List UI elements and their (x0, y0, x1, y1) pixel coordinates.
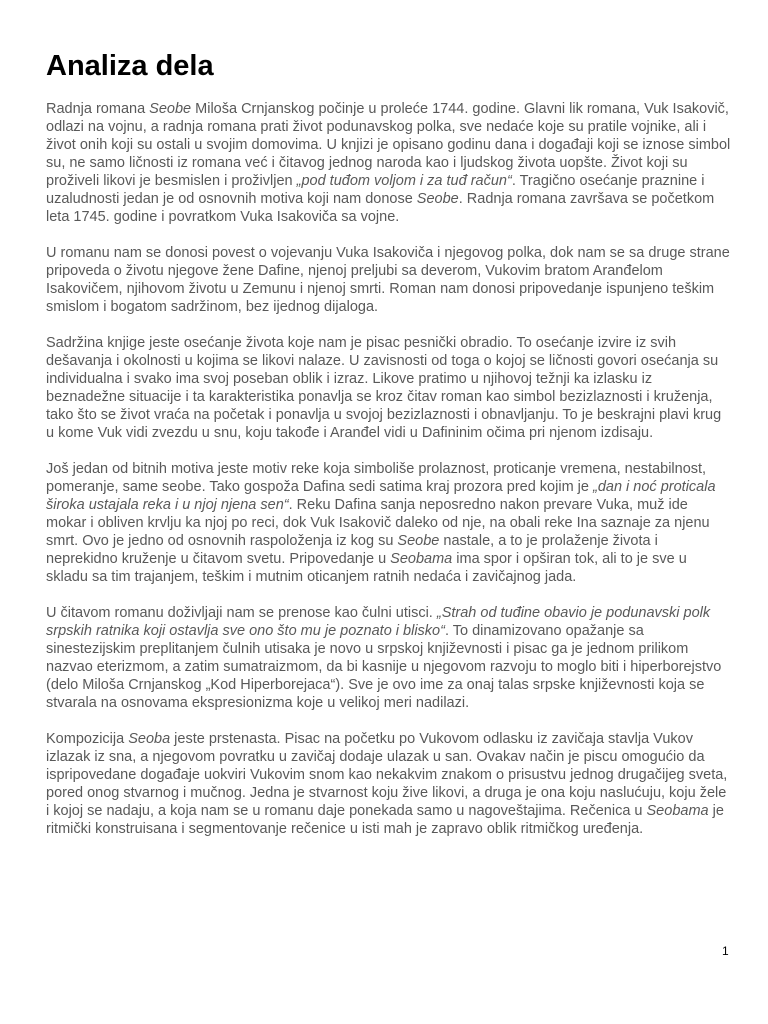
text-run: . Radnja romana završava se početkom leta 1745. godine i povratkom Vuka Isakoviča sa vojne. (46, 191, 715, 225)
paragraph (46, 244, 732, 316)
italic-text-run: „dan i noć proticala široka ustajala reka i u njoj njena sen“ (46, 479, 716, 513)
paragraph (46, 334, 732, 442)
text-run: Kompozicija (46, 731, 129, 747)
text-run: . To dinamizovano opažanje sa sinestezijskim preplitanjem čulnih utisaka je novo u srpskoj književnosti i pisac ga je jednom prilikom nazvao eterizmom, a zatim sumatraizmom, da bi kasnije u njegovom razvoju to moglo biti i hiperborejstvo (delo Miloša Crnjanskog „Kod Hiperborejaca“). Sve je ovo ime za onaj talas srpske književnosti koja se stvarala na osnovama ekspresionizma koje u velikoj meri nadilazi. (46, 623, 722, 711)
italic-text-run: Seobe (397, 533, 440, 549)
paragraph (46, 604, 732, 712)
text-run: U romanu nam se donosi povest o vojevanju Vuka Isakoviča i njegovog polka, dok nam se sa druge strane pripoveda o životu njegove žene Dafine, njenoj preljubi sa deverom, Vukovim bratom Aranđelom Isakovičem, njihovom životu u Zemunu i njenoj smrti. Roman nam donosi pripovedanje ispunjeno teškim smislom i bogatom sadržinom, bez ijednog dijaloga. (46, 245, 730, 315)
text-run: Radnja romana (46, 101, 150, 117)
text-run: je ritmički konstruisana i segmentovanje rečenice u isti mah je zapravo oblik ritmičkog uređenja. (46, 803, 724, 837)
body-text (46, 100, 732, 838)
text-run: Sadržina knjige jeste osećanje života koje nam je pisac pesnički obradio. To osećanje izvire iz svih dešavanja i okolnosti u kojima se likovi nalaze. U zavisnosti od toga o kojoj se ličnosti govori osećanja su individualna i svako ima svoj poseban oblik i izraz. Likove pratimo u njihovoj težnji ka izlasku iz beznadežne situacije i ta karakteristika ponavlja se kroz čitav roman kao simbol bezizlaznosti i kruženja, tako što se život vraća na početak i ponavlja u svojoj bezizlaznosti i obnavljanju. To je beskrajni plavi krug u kome Vuk vidi zvezdu u snu, koju takođe i Aranđel vidi u Dafininim očima pri njenom izdisaju. (46, 335, 722, 441)
text-run: nastale, a to je prolaženje života i neprekidno kruženje u čitavom svetu. Pripovedanje u (46, 533, 658, 567)
italic-text-run: Seobama (646, 803, 709, 819)
text-run: . Tragično osećanje praznine i uzaludnosti jedan je od osnovnih motiva koji nam donose (46, 173, 705, 207)
italic-text-run: „Strah od tuđine obavio je podunavski polk srpskih ratnika koji ostavlja sve ono što mu je poznato i blisko“ (46, 605, 711, 639)
paragraph (46, 730, 732, 838)
text-run: U čitavom romanu doživljaji nam se prenose kao čulni utisci. (46, 605, 437, 621)
document-page (46, 48, 732, 838)
text-run: ima spor i opširan tok, ali to je sve u skladu sa tim trajanjem, teškim i mutnim oticanjem ratnih nedaća i zavičajnog jada. (46, 551, 687, 585)
text-run: . Reku Dafina sanja neposredno nakon prevare Vuka, muž ide mokar i obliven krvlju ka njoj po reci, dok Vuk Isakovič daleko od nje, na obali reke Ina saznaje za njenu smrt. Ovo je jedno od osnovnih raspoloženja iz kog su (46, 497, 710, 549)
text-run: Još jedan od bitnih motiva jeste motiv reke koja simboliše prolaznost, proticanje vremena, nestabilnost, pomeranje, same seobe. Tako gospoža Dafina sedi satima kraj prozora pred kojim je (46, 461, 707, 495)
italic-text-run: Seobe (149, 101, 192, 117)
paragraph (46, 100, 732, 226)
italic-text-run: „pod tuđom voljom i za tuđ račun“ (296, 173, 512, 189)
italic-text-run: Seobe (416, 191, 459, 207)
page-title: Analiza dela (46, 50, 214, 82)
italic-text-run: Seoba (128, 731, 171, 747)
text-run: jeste prstenasta. Pisac na početku po Vukovom odlasku iz zavičaja stavlja Vukov izlazak iz sna, a njegovom povratku u zavičaj dodaje ulazak u san. Ovakav način je piscu omogućio da ispripovedane događaje uokviri Vukovim snom kao nekakvim znakom o prisustvu jednog drugačijeg sveta, pored onog stvarnog i mučnog. Jedna je stvarnost koju žive likovi, a druga je ona koju naslućuju, koju žele i kojoj se nadaju, a koja nam se u romanu daje ponekada samo u nagoveštajima. Rečenica u (46, 731, 728, 819)
italic-text-run: Seobama (390, 551, 453, 567)
text-run: Miloša Crnjanskog počinje u proleće 1744. godine. Glavni lik romana, Vuk Isakovič, odlazi na vojnu, a radnja romana prati život podunavskog polka, sve nedaće koje su pratile vojnike, ali i život onih koji su ostali u svojim domovima. U knjizi je opisano godinu dana i događaji koji se iznose simbol su, ne samo ličnosti iz romana već i čitavog jednog naroda kao i ljudskog života uopšte. Život koji su proživeli likovi je besmislen i proživljen (46, 101, 731, 189)
paragraph (46, 460, 732, 586)
page-number: 1 (722, 944, 729, 958)
